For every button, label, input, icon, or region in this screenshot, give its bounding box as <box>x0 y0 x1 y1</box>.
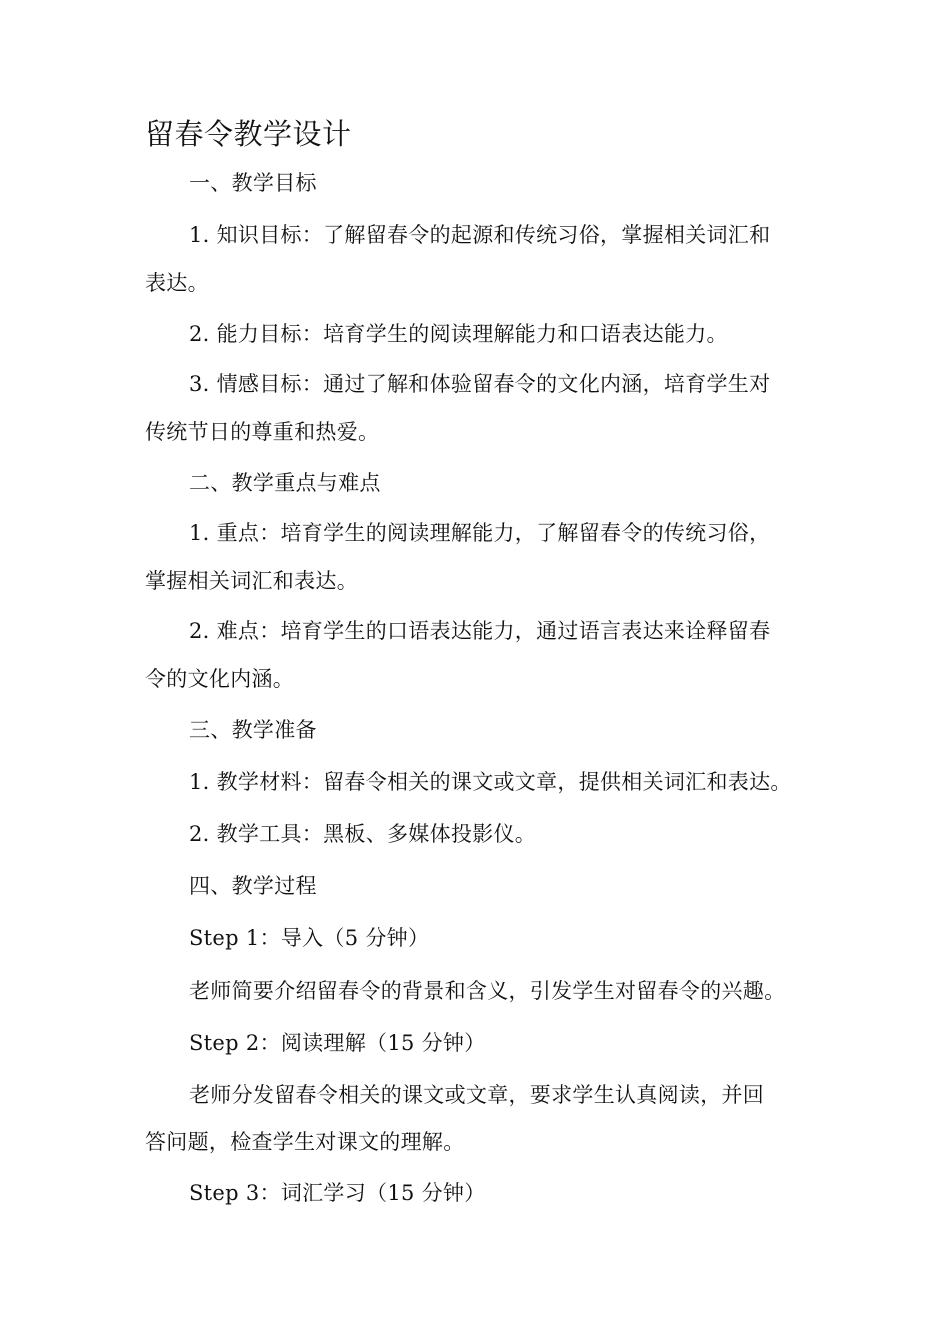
difficulty-line2: 令的文化内涵。 <box>145 667 295 691</box>
preparation-tools: 2. 教学工具：黑板、多媒体投影仪。 <box>189 822 537 846</box>
section-heading-process: 四、教学过程 <box>189 874 317 898</box>
step-1-text: 老师简要介绍留春令的背景和含义，引发学生对留春令的兴趣。 <box>189 979 786 1003</box>
document-title: 留春令教学设计 <box>145 117 352 151</box>
objective-knowledge-line1: 1. 知识目标：了解留春令的起源和传统习俗，掌握相关词汇和 <box>189 223 771 247</box>
objective-emotion-line2: 传统节日的尊重和热爱。 <box>145 420 380 444</box>
step-2-text-line2: 答问题，检查学生对课文的理解。 <box>145 1130 465 1154</box>
key-point-line2: 掌握相关词汇和表达。 <box>145 569 358 593</box>
section-heading-key-points: 二、教学重点与难点 <box>189 471 381 495</box>
objective-ability: 2. 能力目标：培育学生的阅读理解能力和口语表达能力。 <box>189 322 728 346</box>
key-point-line1: 1. 重点：培育学生的阅读理解能力，了解留春令的传统习俗， <box>189 521 771 545</box>
section-heading-preparation: 三、教学准备 <box>189 718 317 742</box>
preparation-materials: 1. 教学材料：留春令相关的课文或文章，提供相关词汇和表达。 <box>189 770 792 794</box>
step-2-label: Step 2：阅读理解（15 分钟） <box>189 1031 486 1055</box>
step-3-label: Step 3：词汇学习（15 分钟） <box>189 1181 486 1205</box>
objective-knowledge-line2: 表达。 <box>145 271 209 295</box>
step-2-text-line1: 老师分发留春令相关的课文或文章，要求学生认真阅读，并回 <box>189 1083 765 1107</box>
section-heading-objectives: 一、教学目标 <box>189 171 317 195</box>
step-1-label: Step 1：导入（5 分钟） <box>189 926 430 950</box>
objective-emotion-line1: 3. 情感目标：通过了解和体验留春令的文化内涵，培育学生对 <box>189 372 771 396</box>
difficulty-line1: 2. 难点：培育学生的口语表达能力，通过语言表达来诠释留春 <box>189 619 771 643</box>
